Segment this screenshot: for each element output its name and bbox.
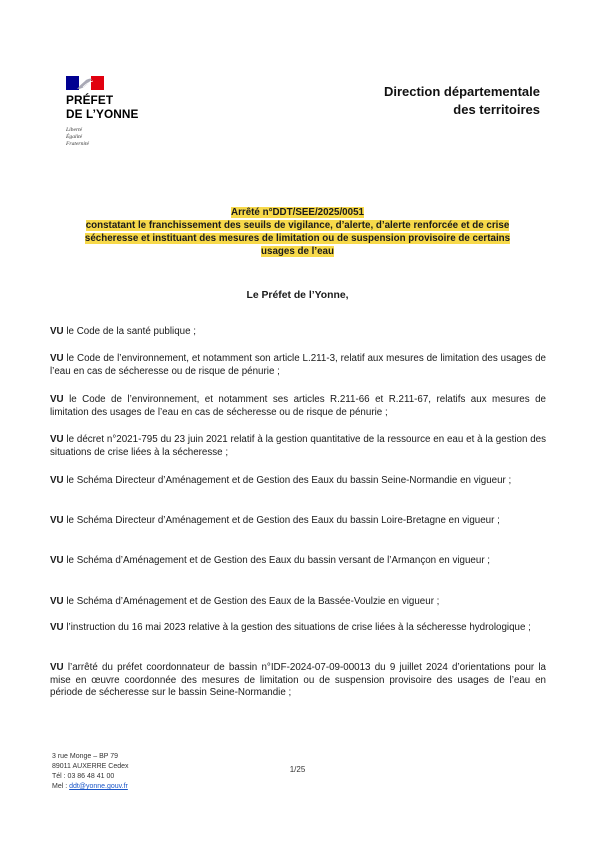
vu-prefix: VU: [50, 515, 64, 526]
vu-paragraph: [50, 622, 546, 635]
footer-street: 3 rue Monge – BP 79: [52, 753, 119, 760]
vu-prefix: VU: [50, 326, 64, 337]
vu-paragraph: [50, 475, 546, 488]
page-number: 1/25: [289, 765, 306, 774]
vu-paragraph: [50, 326, 546, 339]
vu-text: le Schéma Directeur d’Aménagement et de Gestion des Eaux du bassin Loire-Bretagne en vigueur ;: [63, 515, 500, 526]
vu-text: le Schéma Directeur d’Aménagement et de Gestion des Eaux du bassin Seine-Normandie en vigueur ;: [63, 475, 512, 486]
republic-motto: [66, 127, 89, 149]
vu-prefix: VU: [50, 662, 64, 673]
logo-line-1: PRÉFET: [66, 93, 114, 107]
vu-paragraph: [50, 515, 546, 528]
vu-paragraph: [50, 662, 546, 700]
vu-paragraph: [50, 394, 546, 419]
footer-mail-line: [52, 782, 129, 792]
decree-title-line-3: usages de l’eau: [261, 246, 334, 257]
vu-text: le Code de l’environnement, et notamment ses articles R.211-66 et R.211-67, relatifs aux mesures de limitation des usages de l’eau en cas de sécheresse ou de risque de pénurie ;: [50, 394, 546, 418]
vu-paragraph: [50, 555, 546, 568]
footer-city: 89011 AUXERRE Cedex: [52, 763, 129, 770]
decree-title-line-1: constatant le franchissement des seuils de vigilance, d’alerte, d’alerte renforcée et de crise: [85, 220, 510, 231]
decree-number: Arrêté n°DDT/SEE/2025/0051: [231, 207, 364, 218]
vu-prefix: VU: [50, 475, 64, 486]
vu-prefix: VU: [50, 555, 64, 566]
direction-line-1: Direction départementale: [383, 84, 540, 99]
vu-text: le Code de l’environnement, et notamment son article L.211-3, relatif aux mesures de limitation des usages de l’eau en cas de sécheresse ou de risque de pénurie ;: [50, 353, 546, 377]
prefet-heading: Le Préfet de l’Yonne,: [246, 290, 349, 301]
vu-text: le Schéma d’Aménagement et de Gestion des Eaux de la Bassée-Voulzie en vigueur ;: [63, 596, 440, 607]
footer-mail-label: Mel :: [52, 783, 70, 790]
footer-phone: Tél : 03 86 48 41 00: [52, 773, 115, 780]
vu-text: le décret n°2021-795 du 23 juin 2021 relatif à la gestion quantitative de la ressource en eau et à la gestion des situations de crise liées à la sécheresse ;: [50, 434, 546, 458]
vu-text: le Code de la santé publique ;: [63, 326, 196, 337]
vu-text: l’instruction du 16 mai 2023 relative à la gestion des situations de crise liées à la sécheresse hydrologique ;: [63, 622, 531, 633]
footer-mail-link[interactable]: ddt@yonne.gouv.fr: [69, 783, 128, 790]
vu-prefix: VU: [50, 596, 64, 607]
vu-paragraph: [50, 596, 546, 609]
vu-prefix: VU: [50, 394, 64, 405]
vu-prefix: VU: [50, 434, 64, 445]
motto-liberte: Liberté: [66, 127, 83, 133]
prefecture-logo-text: [66, 94, 138, 121]
vu-prefix: VU: [50, 622, 64, 633]
logo-line-2: DE L’YONNE: [66, 106, 139, 121]
issuing-direction: [384, 83, 540, 119]
motto-egalite: Égalité: [66, 134, 83, 141]
motto-fraternite: Fraternité: [66, 141, 89, 148]
vu-prefix: VU: [50, 353, 64, 364]
direction-line-2: des territoires: [453, 102, 540, 117]
vu-text: le Schéma d’Aménagement et de Gestion des Eaux du bassin versant de l’Armançon en vigueur ;: [63, 555, 491, 566]
decree-title-line-2: sécheresse et instituant des mesures de limitation ou de suspension provisoire de certains: [84, 233, 511, 244]
decree-title: [50, 206, 545, 258]
marianne-flag-icon: [66, 76, 104, 90]
vu-paragraph: [50, 353, 546, 378]
footer-address: [52, 752, 129, 792]
vu-text: l’arrêté du préfet coordonnateur de bassin n°IDF-2024-07-09-00013 du 9 juillet 2024 d’orientations pour la mise en œuvre coordonnée des mesures de limitation ou de suspension provisoire des usages de l’eau en période de sécheresse sur le bassin Seine-Normandie ;: [50, 662, 546, 699]
vu-paragraph: [50, 434, 546, 459]
